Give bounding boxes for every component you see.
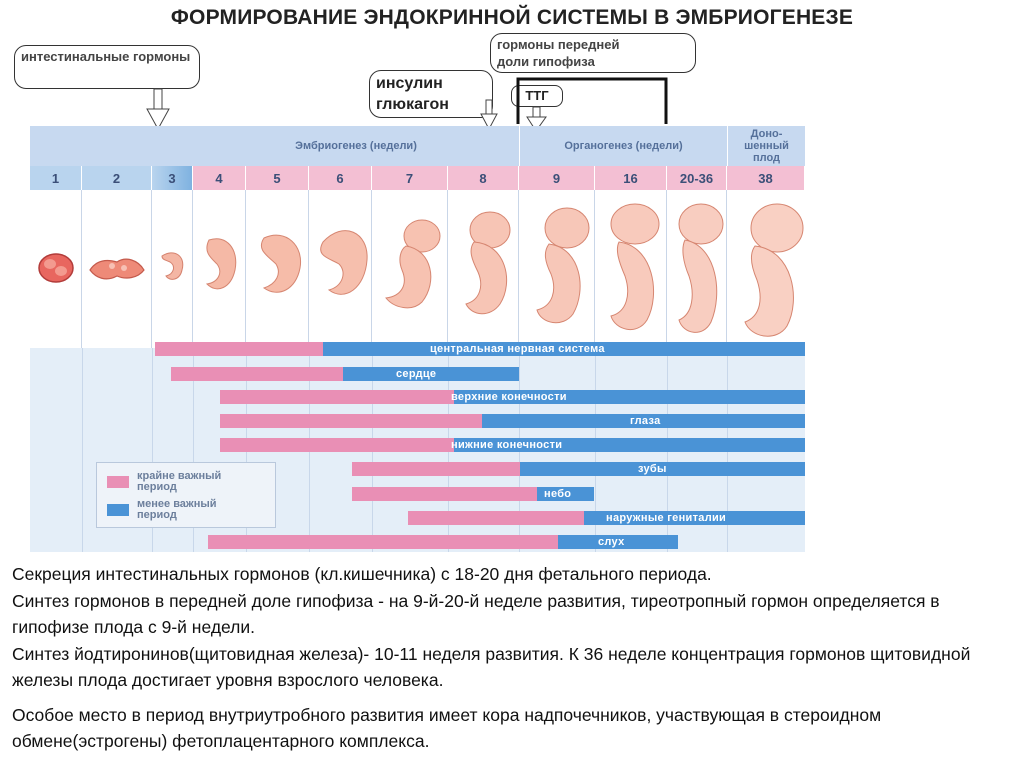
legend-less xyxy=(107,499,257,521)
callout-glucagon-text: глюкагон xyxy=(376,96,449,113)
note-intestinal: Секреция интестинальных гормонов (кл.кишечника) с 18-20 дня фетального периода. xyxy=(12,564,712,584)
callout-pituitary-line1: гормоны передней xyxy=(497,37,620,52)
embryo-cell-3 xyxy=(152,190,193,348)
legend-critical-text: крайне важный период xyxy=(137,470,222,493)
embryo-cell-1 xyxy=(30,190,82,348)
organ-label-upper-limbs: верхние конечности xyxy=(451,391,567,403)
embryo-week3-icon xyxy=(152,190,193,348)
callout-pituitary-line2: доли гипофиза xyxy=(497,54,595,69)
legend-critical xyxy=(107,471,257,493)
embryo-cell-2 xyxy=(82,190,152,348)
note-pituitary: Синтез гормонов в передней доле гипофиза - на 9-й-20-й неделе развития, тиреотропный гормон определяется в гипофизе плода с 9-й недели. xyxy=(12,590,940,637)
organ-label-external-genitalia: наружные гениталии xyxy=(606,512,727,524)
week-cell: 3 xyxy=(152,166,193,190)
note-thyroid: Синтез йодтиронинов(щитовидная железа)- 10-11 неделя развития. К 36 неделе концентрация гормонов щитовидной железы плода достигает уровня взрослого человека. xyxy=(12,643,971,690)
legend-less-text: менее важный период xyxy=(137,498,217,521)
week-cell: 9 xyxy=(519,166,595,190)
embryo-cell-6 xyxy=(309,190,372,348)
embryo-cell-11 xyxy=(667,190,727,348)
organ-label-lower-limbs: нижние конечности xyxy=(451,439,563,451)
organ-label-palate: небо xyxy=(544,488,572,500)
development-chart xyxy=(30,126,805,552)
embryo-week8-icon xyxy=(448,190,519,348)
callout-intestinal-text: интестинальные гормоны xyxy=(21,49,191,64)
arrow-insulin-icon xyxy=(481,100,497,129)
organ-label-teeth: зубы xyxy=(638,463,667,475)
week-cell: 6 xyxy=(309,166,372,190)
legend-less-swatch xyxy=(107,504,129,516)
embryo-cell-12 xyxy=(727,190,805,348)
embryo-week7-icon xyxy=(372,190,448,348)
week-row xyxy=(30,166,805,190)
notes-text xyxy=(12,561,1017,755)
week-cell: 16 xyxy=(595,166,667,190)
organ-label-eyes: глаза xyxy=(630,415,661,427)
week-cell: 20-36 xyxy=(667,166,727,190)
header-blank xyxy=(30,126,193,166)
week-cell: 4 xyxy=(193,166,246,190)
page-title: ФОРМИРОВАНИЕ ЭНДОКРИННОЙ СИСТЕМЫ В ЭМБРИОГЕНЕЗЕ xyxy=(170,6,854,29)
week-cell: 38 xyxy=(727,166,805,190)
fetus-week16-icon xyxy=(595,190,667,348)
embryo-cell-8 xyxy=(448,190,519,348)
embryo-cell-5 xyxy=(246,190,309,348)
header-fullterm: Доно-шенный плод xyxy=(727,126,805,166)
blastocyst-icon xyxy=(82,190,152,348)
embryo-week6-icon xyxy=(309,190,372,348)
embryo-cell-4 xyxy=(193,190,246,348)
legend-critical-swatch xyxy=(107,476,129,488)
zygote-icon xyxy=(30,190,82,348)
week-cell: 5 xyxy=(246,166,309,190)
header-organogenesis: Органогенез (недели) xyxy=(519,126,727,166)
week-cell: 7 xyxy=(372,166,448,190)
fetus-week20-36-icon xyxy=(667,190,727,348)
embryo-cell-10 xyxy=(595,190,667,348)
embryo-week4-icon xyxy=(193,190,246,348)
embryo-week5-icon xyxy=(246,190,309,348)
organ-label-heart: сердце xyxy=(396,368,437,380)
embryo-cell-7 xyxy=(372,190,448,348)
week-cell: 2 xyxy=(82,166,152,190)
fetus-fullterm-icon xyxy=(727,190,805,348)
fetus-week9-icon xyxy=(519,190,595,348)
header-embryogenesis: Эмбриогенез (недели) xyxy=(193,126,519,166)
week-cell: 1 xyxy=(30,166,82,190)
legend xyxy=(96,462,276,528)
callout-arrows xyxy=(0,0,1024,140)
organ-label-hearing: слух xyxy=(598,536,625,548)
embryo-cell-9 xyxy=(519,190,595,348)
callout-insulin-text: инсулин xyxy=(376,75,443,92)
arrow-intestinal-icon xyxy=(147,89,169,129)
week-cell: 8 xyxy=(448,166,519,190)
organ-label-cns: центральная нервная система xyxy=(430,343,605,355)
callout-ttg-text: ТТГ xyxy=(525,88,549,103)
note-adrenal: Особое место в период внутриутробного развития имеет кора надпочечников, участвующая в стероидном обмене(эстрогены) фетоплацентарного комплекса. xyxy=(12,704,882,751)
